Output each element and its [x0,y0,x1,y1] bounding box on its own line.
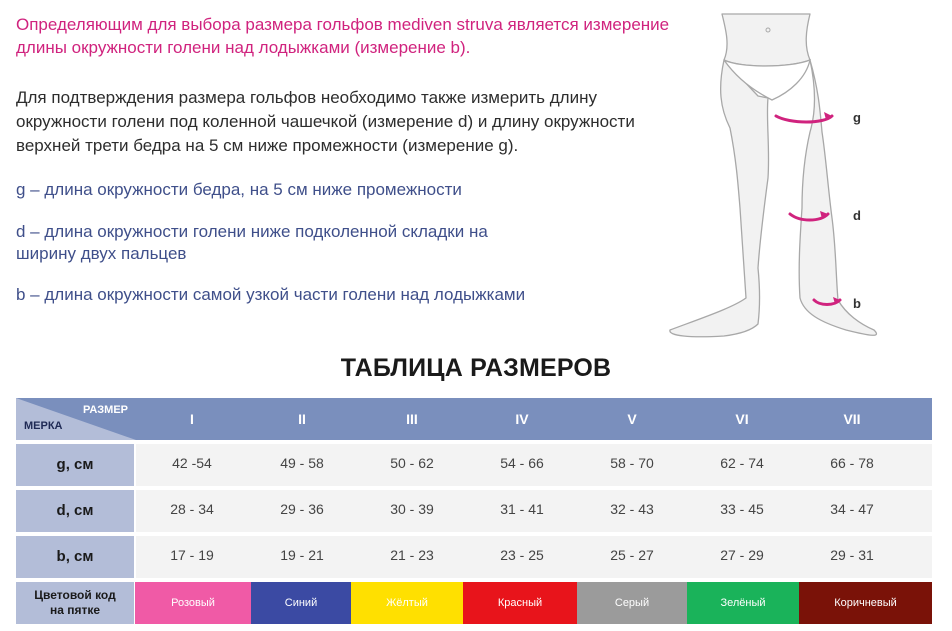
table-cell: 23 - 25 [500,547,544,563]
definition-d-line-2: ширину двух пальцев [16,244,187,263]
header-corner [16,398,136,440]
confirm-text [16,86,666,158]
intro-line-1: Определяющим для выбора размера гольфов mediven struva является измерение [16,15,670,34]
color-code-label-line-2: на пятке [49,603,101,617]
table-cell: 17 - 19 [170,547,214,563]
size-header: I [190,411,194,427]
table-row-g [16,444,932,486]
label-g: g [853,110,861,125]
confirm-line-1: Для подтверждения размера гольфов необходимо также измерить длину [16,88,597,107]
color-swatch-pink: Розовый [135,582,251,624]
size-header: V [627,411,637,427]
table-row-b [16,536,932,578]
right-leg-shape [799,60,876,335]
torso-shape [722,14,810,66]
table-cell: 58 - 70 [610,455,654,471]
left-leg-shape [670,60,769,337]
definition-b: b – длина окружности самой узкой части голени над лодыжками [16,285,526,304]
label-b: b [853,296,861,311]
leg-illustration [660,8,890,344]
size-header: IV [515,411,529,427]
table-title: ТАБЛИЦА РАЗМЕРОВ [340,354,612,382]
color-code-label [16,582,134,624]
color-swatch-red: Красный [463,582,577,624]
table-cell: 29 - 36 [280,501,324,517]
intro-line-2: длины окружности голени над лодыжками (измерение b). [16,38,471,57]
size-header: III [406,411,418,427]
table-cell: 33 - 45 [720,501,764,517]
definition-d [16,221,536,265]
table-cell: 54 - 66 [500,455,544,471]
table-cell: 32 - 43 [610,501,654,517]
table-cell: 19 - 21 [280,547,324,563]
color-swatch-yellow: Жёлтый [351,582,463,624]
color-code-row [16,582,932,624]
leg-measurement-figure [660,8,890,344]
color-swatch-brown: Коричневый [799,582,932,624]
size-header: II [298,411,306,427]
table-cell: 29 - 31 [830,547,874,563]
table-cell: 30 - 39 [390,501,434,517]
table-cell: 25 - 27 [610,547,654,563]
header-measure-label: МЕРКА [24,420,63,432]
size-table [16,398,932,624]
definition-d-line-1: d – длина окружности голени ниже подколенной складки на [16,222,488,241]
confirm-line-2: окружности голени под коленной чашечкой (измерение d) и длину окружности [16,112,635,131]
color-swatch-blue: Синий [251,582,351,624]
confirm-line-3: верхней трети бедра на 5 см ниже промежности (измерение g). [16,136,519,155]
measure-arrow-g [776,116,832,122]
table-cell: 62 - 74 [720,455,764,471]
table-cell: 21 - 23 [390,547,434,563]
row-label-b: b, см [16,536,134,578]
header-size-label: РАЗМЕР [82,404,128,416]
table-cell: 31 - 41 [500,501,544,517]
table-cell: 50 - 62 [390,455,434,471]
table-cell: 28 - 34 [170,501,214,517]
color-swatch-green: Зелёный [687,582,799,624]
table-cell: 49 - 58 [280,455,324,471]
intro-text [16,13,696,59]
table-cell: 27 - 29 [720,547,764,563]
color-code-label-line-1: Цветовой код [34,588,116,602]
row-label-d: d, см [16,490,134,532]
size-header: VI [735,411,749,427]
table-header-row [16,398,932,440]
size-header: VII [843,411,861,427]
row-label-g: g, см [16,444,134,486]
table-cell: 34 - 47 [830,501,874,517]
table-cell: 42 -54 [172,455,212,471]
color-swatch-gray: Серый [577,582,687,624]
table-row-d [16,490,932,532]
definition-g: g – длина окружности бедра, на 5 см ниже промежности [16,180,462,199]
table-cell: 66 - 78 [830,455,874,471]
label-d: d [853,208,861,223]
